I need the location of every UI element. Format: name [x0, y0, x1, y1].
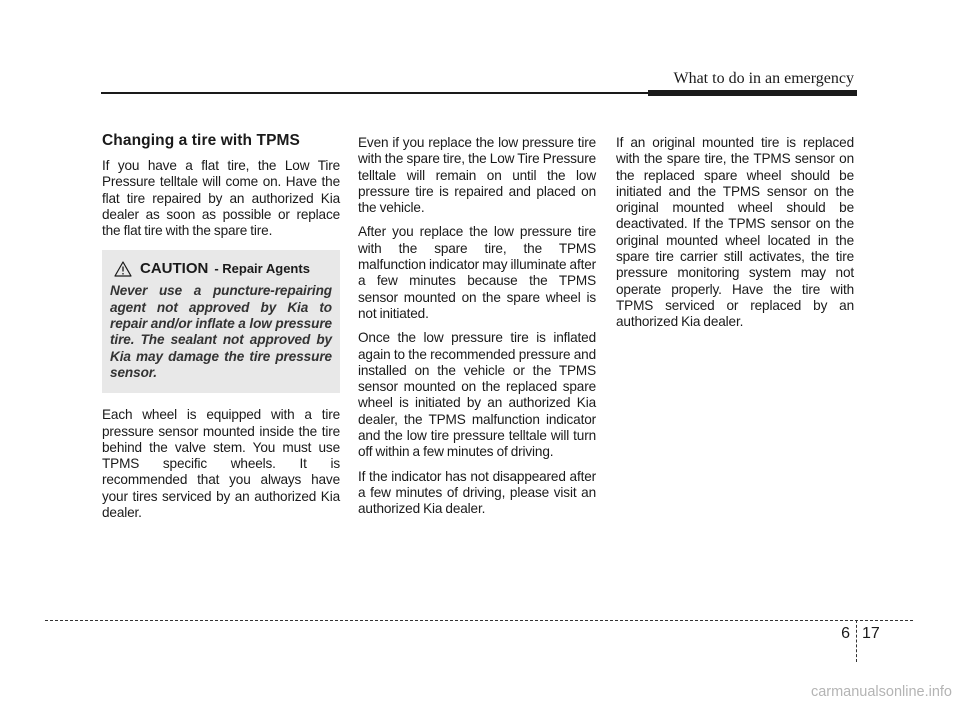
paragraph-malfunction-indicator: After you replace the low pressure tire with the spare tire, the TPMS malfunction indicator may illuminate after a few minutes because the TPMS sensor mounted on the spare wheel is not initiated. — [358, 224, 597, 321]
header-title: What to do in an emergency — [673, 70, 854, 87]
column-3 — [616, 135, 854, 339]
caution-title: CAUTION — [140, 260, 209, 278]
caution-subtitle: - Repair Agents — [214, 261, 310, 277]
paragraph-sensor-replacement: If an original mounted tire is replaced with the spare tire, the TPMS sensor on the replaced spare wheel should be initiated and the TPMS sensor on the original mounted wheel should be deactivated. If the TPMS sensor on the original mounted wheel located in the spare tire carrier still activates, the tire pressure monitoring system may not operate properly. Have the tire with TPMS serviced or replaced by an authorized Kia dealer. — [616, 135, 854, 330]
paragraph-visit-dealer: If the indicator has not disappeared after a few minutes of driving, please visit an authorized Kia dealer. — [358, 468, 596, 517]
page-number: 17 — [862, 625, 880, 642]
paragraph-wheel-sensor: Each wheel is equipped with a tire pressure sensor mounted inside the tire behind the valve stem. You must use TPMS specific wheels. It is recommended that you always have your tires serviced by an authorized Kia dealer. — [102, 407, 340, 521]
caution-text: Never use a puncture-repairing agent not approved by Kia to repair and/or inflate a low pressure tire. The sealant not approved by Kia may damage the tire pressure sensor. — [110, 283, 332, 380]
warning-triangle-icon — [114, 261, 132, 277]
footer-divider — [856, 620, 857, 662]
header-tab-bar — [648, 90, 857, 96]
paragraph-spare-telltale: Even if you replace the low pressure tire with the spare tire, the Low Tire Pressure telltale will remain on until the low pressure tire is repaired and placed on the vehicle. — [358, 135, 596, 216]
chapter-number: 6 — [841, 625, 850, 642]
column-2 — [358, 135, 596, 526]
watermark: carmanualsonline.info — [810, 684, 952, 700]
section-heading: Changing a tire with TPMS — [102, 132, 300, 149]
column-1 — [102, 132, 340, 529]
paragraph-reinflate: Once the low pressure tire is inflated again to the recommended pressure and installed on the vehicle or the TPMS sensor mounted on the replaced spare wheel is initiated by an authorized Kia dealer, the TPMS malfunction indicator and the low tire pressure telltale will turn off within a few minutes of driving. — [358, 330, 596, 460]
caution-box — [102, 250, 340, 393]
footer-rule — [45, 620, 913, 621]
caution-header — [114, 260, 332, 277]
paragraph-flat-tire: If you have a flat tire, the Low Tire Pressure telltale will come on. Have the flat tire repaired by an authorized Kia dealer as soon as possible or replace the flat tire with the spare tire. — [102, 158, 340, 239]
